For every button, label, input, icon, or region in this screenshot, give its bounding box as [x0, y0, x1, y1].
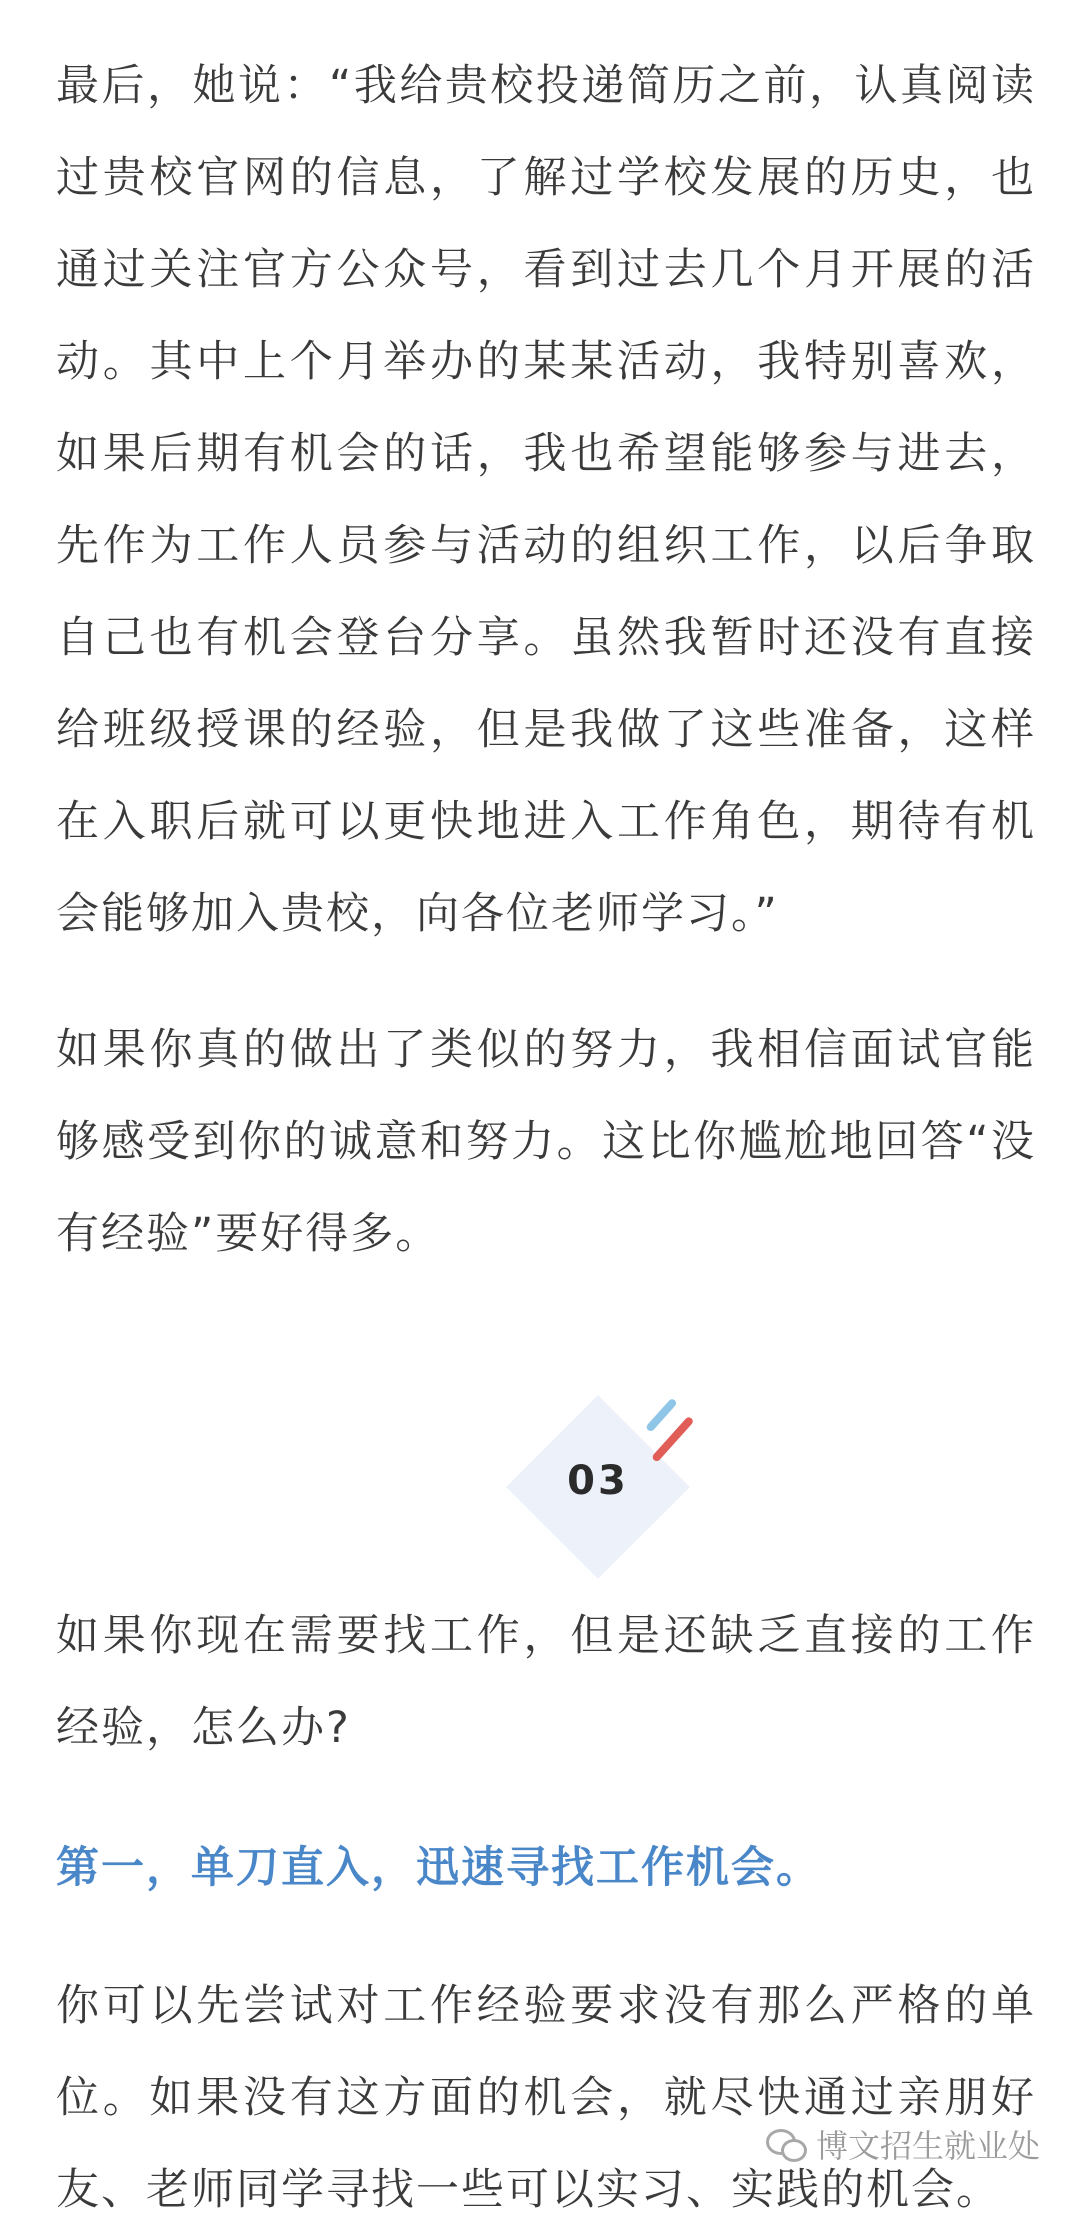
- article-body: [56, 40, 1036, 2236]
- wechat-icon: [766, 2127, 806, 2161]
- paragraph-effort: 如果你真的做出了类似的努力，我相信面试官能够感受到你的诚意和努力。这比你尴尬地回答“没有经验”要好得多。: [56, 1025, 1036, 1259]
- watermark: [766, 2121, 1040, 2167]
- watermark-text: 博文招生就业处: [815, 2127, 1040, 2165]
- paragraph-advice: 你可以先尝试对工作经验要求没有那么严格的单位。如果没有这方面的机会，就尽快通过亲朋好友、老师同学寻找一些可以实习、实践的机会。: [56, 1981, 1036, 2215]
- paragraph-quote: 最后，她说：“我给贵校投递简历之前，认真阅读过贵校官网的信息，了解过学校发展的历史，也通过关注官方公众号，看到过去几个月开展的活动。其中上个月举办的某某活动，我特别喜欢，如果后期有机会的话，我也希望能够参与进去，先作为工作人员参与活动的组织工作，以后争取自己也有机会登台分享。虽然我暂时还没有直接给班级授课的经验，但是我做了这些准备，这样在入职后就可以更快地进入工作角色，期待有机会能够加入贵校，向各位老师学习。”: [56, 61, 1036, 939]
- section-number: 03: [567, 1458, 629, 1504]
- section-number-badge: [56, 1340, 1036, 1590]
- section-subheading: 第一，单刀直入，迅速寻找工作机会。: [56, 1843, 821, 1893]
- paragraph-question: 如果你现在需要找工作，但是还缺乏直接的工作经验，怎么办?: [56, 1611, 1036, 1753]
- badge-accent-stroke-blue: [645, 1398, 678, 1433]
